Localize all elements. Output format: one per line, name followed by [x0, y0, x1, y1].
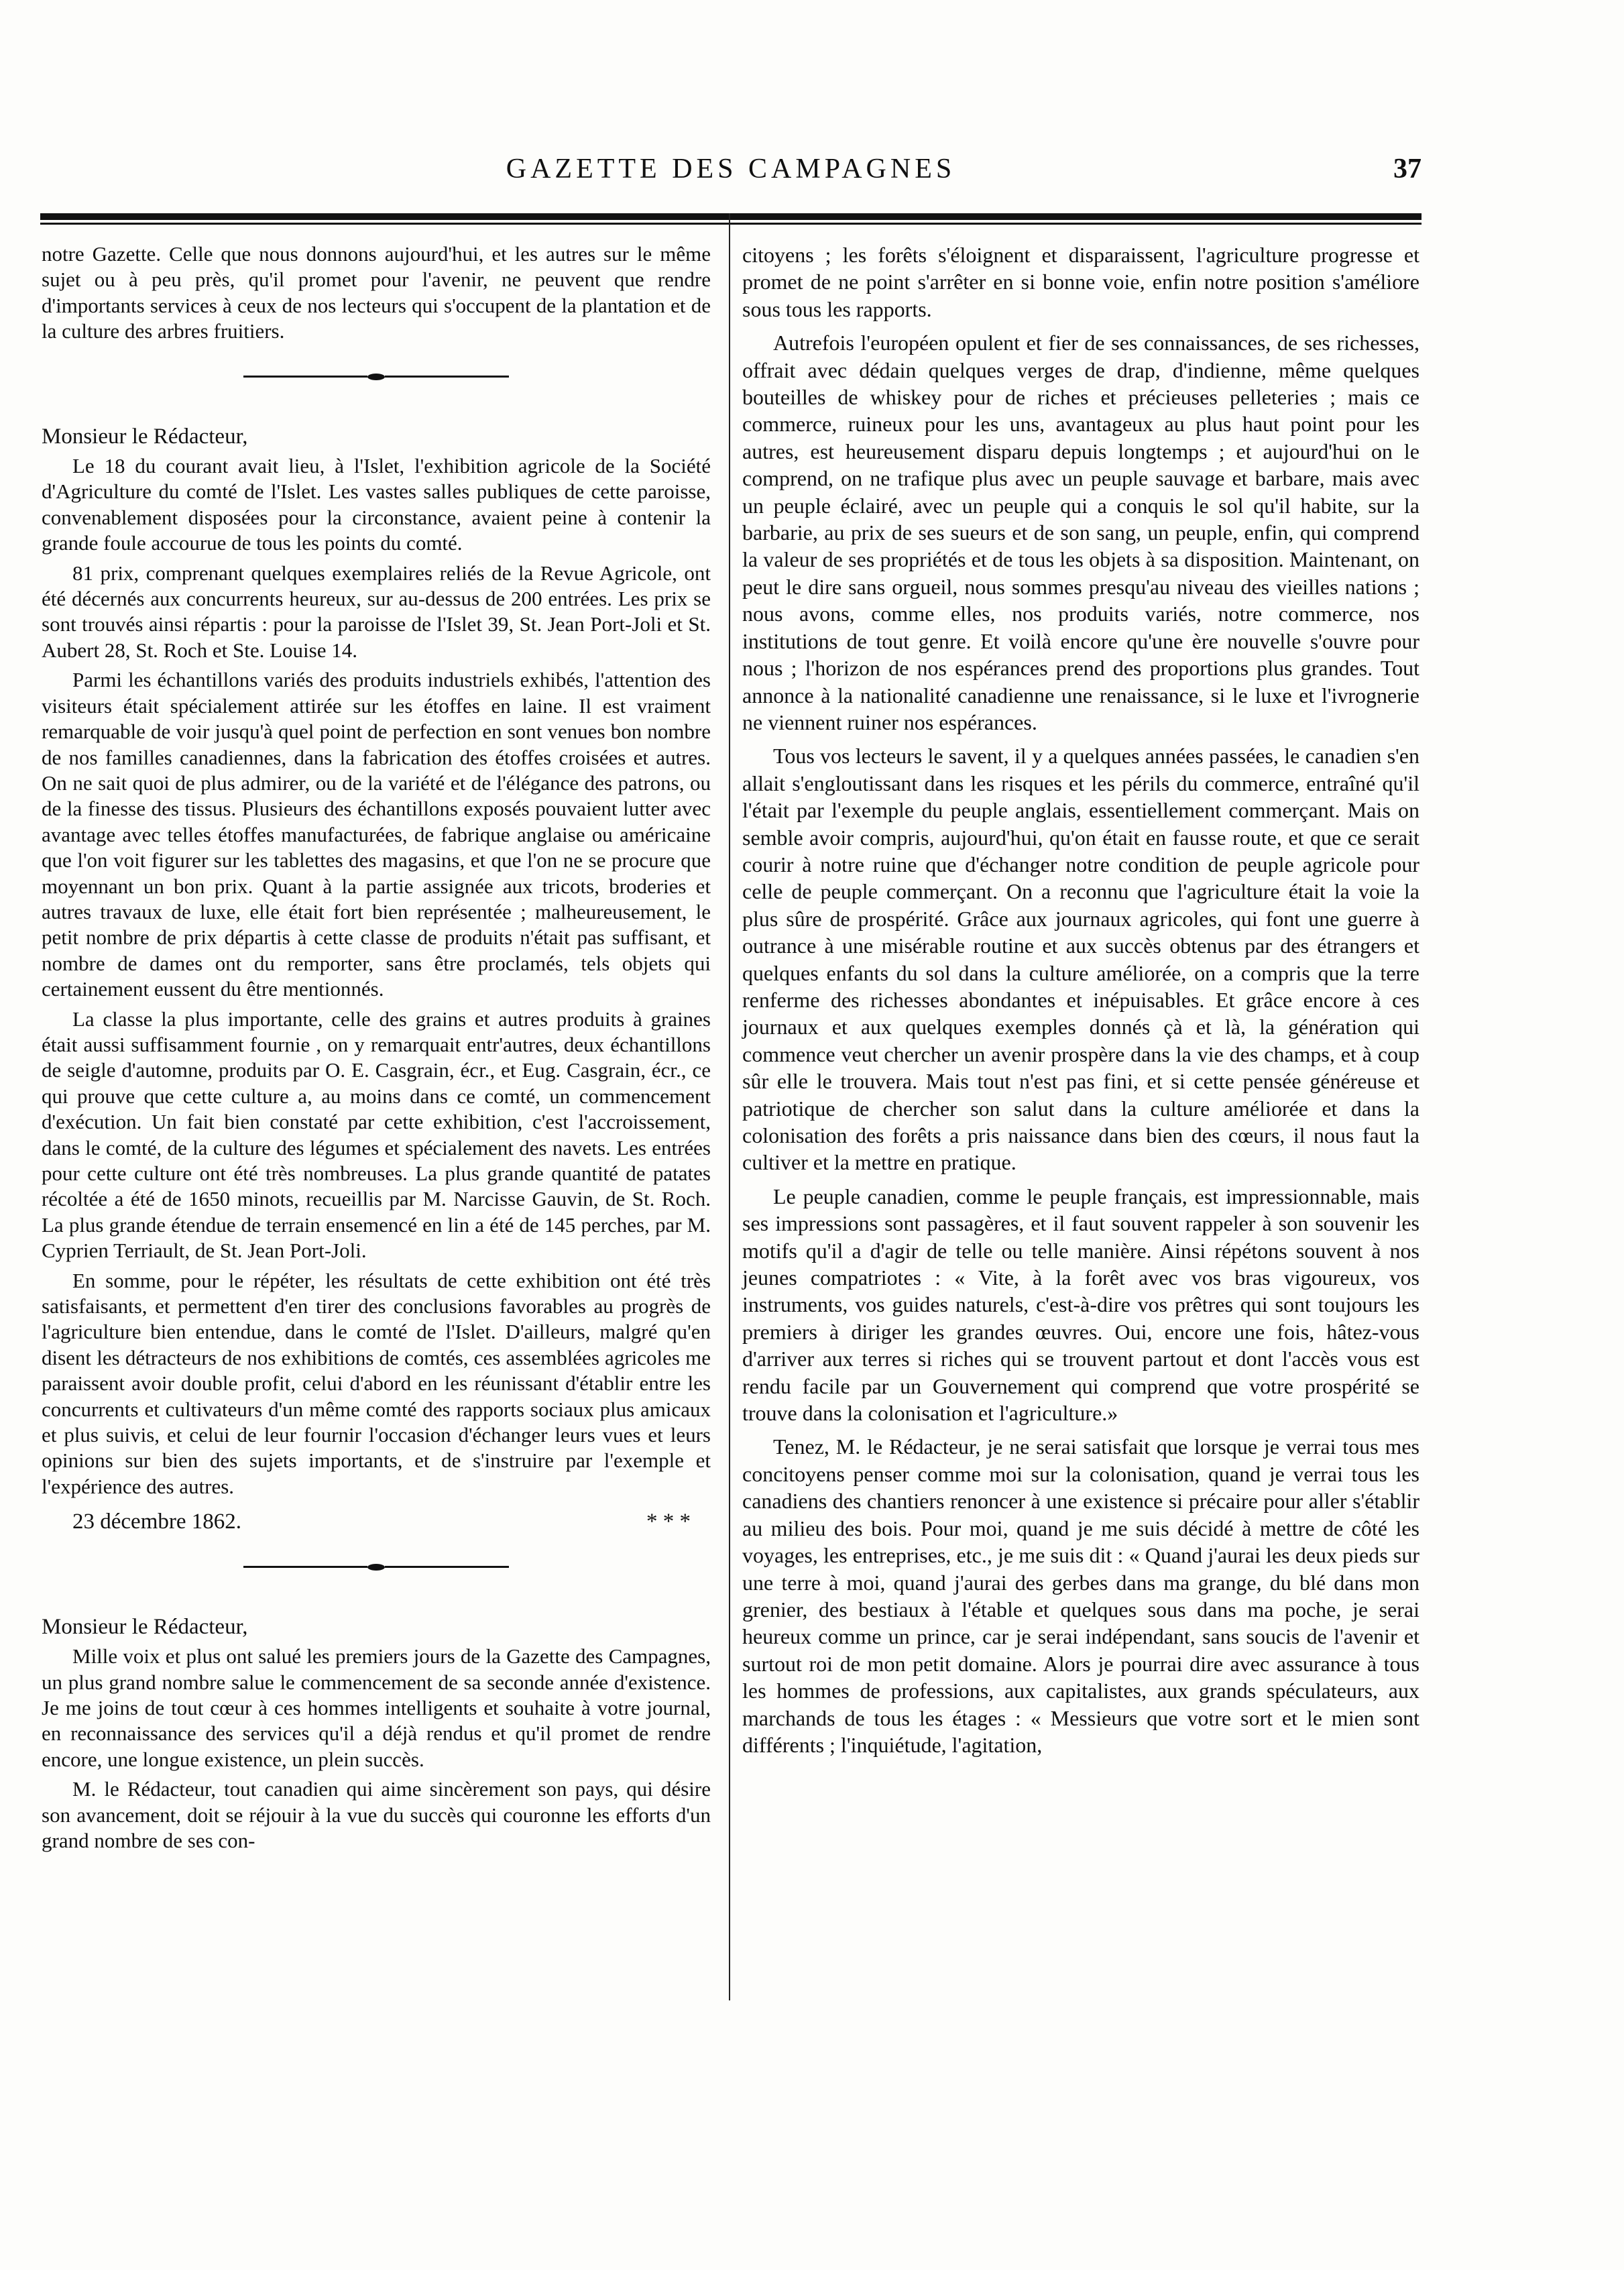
letter1-date: 23 décembre 1862.	[72, 1510, 241, 1534]
page-header	[40, 153, 1422, 193]
letter1-paragraph: En somme, pour le répéter, les résultats de cette exhibition ont été très satisfaisants, et permettent d'en tirer des conclusions favorables au progrès de l'agriculture bien entendue, dans le comté de l'Islet. D'ailleurs, malgré qu'en disent les détracteurs de nos exhibitions de comtés, ces assemblées agricoles me paraissent avoir double profit, celui d'abord en les réunissant d'établir entre les concurrents et cultivateurs d'un même comté des rapports sociaux plus amicaux et plus suivis, et celui de leur fournir l'occasion d'échanger leurs vues et leurs opinions sur bien des sujets importants, et de s'instruire par l'exemple et l'expérience des autres.	[42, 1268, 711, 1498]
right-paragraph: Le peuple canadien, comme le peuple français, est impressionnable, mais ses impressions sont passagères, et il faut souvent rappeler à son souvenir les motifs qu'il a d'agir de telle ou telle manière. Ainsi répétons souvent à nos jeunes compatriotes : « Vite, à la forêt avec vos bras vigoureux, vos instruments, vos guides naturels, c'est-à-dire vos prêtres qui sont toujours les premiers à diriger les grandes œuvres. Oui, encore une fois, hâtez-vous d'arriver aux terres si riches qui se trouvent partout et dont l'accès vous est rendu facile par un Gouvernement qui comprend que votre prospérité se trouve dans la colonisation et l'agriculture.»	[742, 1184, 1419, 1426]
letter2-paragraph: Mille voix et plus ont salué les premiers jours de la Gazette des Campagnes, un plus grand nombre salue le commencement de sa seconde année d'existence. Je me joins de tout cœur à ces hommes intelligents et souhaite à votre journal, en reconnaissance des services qu'il a déjà rendus et qu'il promet de rendre encore, une longue existence, un plein succès.	[42, 1644, 711, 1771]
right-paragraph: Tous vos lecteurs le savent, il y a quelques années passées, le canadien s'en allait s'engloutissant dans les risques et les périls du commerce, entraîné qu'il l'était par l'exemple du peuple anglais, essentiellement commerçant. Mais on semble avoir compris, aujourd'hui, qu'on était en fausse route, et que ce serait courir à notre ruine que d'échanger notre condition de peuple agricole pour celle de peuple commerçant. On a reconnu que l'agriculture était la voie la plus sûre de prospérité. Grâce aux journaux agricoles, qui font une guerre à outrance à une misérable routine et aux succès obtenus par des étrangers et quelques enfants du sol dans la culture améliorée, on a compris que la terre renferme des richesses abondantes et inépuisables. Et grâce encore à ces journaux et aux quelques exemples donnés çà et là, la génération qui commence veut chercher un avenir prospère dans la vie des champs, et à coup sûr elle le trouvera. Mais tout n'est pas fini, et si cette pensée généreuse et patriotique de chercher son salut dans la culture améliorée et dans la colonisation des forêts a pris naissance dans bien des cœurs, il nous faut la cultiver et la mettre en pratique.	[742, 744, 1419, 1175]
running-title: GAZETTE DES CAMPAGNES	[506, 154, 956, 184]
letter2-paragraph: M. le Rédacteur, tout canadien qui aime sincèrement son pays, qui désire son avancement, doit se réjouir à la vue du succès qui couronne les efforts d'un grand nombre de ses con-	[42, 1777, 711, 1852]
left-column	[42, 241, 711, 1858]
section-ornament	[42, 357, 711, 397]
letter1-signature: * * *	[646, 1510, 691, 1534]
letter1-dateline	[42, 1509, 711, 1534]
right-paragraph: citoyens ; les forêts s'éloignent et disparaissent, l'agriculture progresse et promet de ne point s'arrêter en si bonne voie, enfin notre position s'améliore sous tous les rapports.	[742, 243, 1419, 321]
header-rule-thin	[40, 223, 1422, 225]
page-number: 37	[1393, 154, 1422, 184]
column-divider	[729, 213, 730, 2000]
letter2-salutation: Monsieur le Rédacteur,	[42, 1614, 248, 1639]
intro-paragraph: notre Gazette. Celle que nous donnons aujourd'hui, et les autres sur le même sujet ou à peu près, qu'il promet pour l'avenir, ne peuvent que rendre d'importants services à ceux de nos lecteurs qui s'occupent de la plantation et de la culture des arbres fruitiers.	[42, 242, 711, 343]
header-rule-thick	[40, 213, 1422, 220]
letter1-paragraph: La classe la plus importante, celle des grains et autres produits à graines était aussi suffisamment fournie , on y remarquait entr'autres, deux échantillons de seigle d'automne, produits par O. E. Casgrain, écr., et Eug. Casgrain, écr., ce qui prouve que cette culture a, au moins dans ce comté, un commencement d'exécution. Un fait bien constaté par cette exhibition, c'est l'accroissement, dans le comté, de la culture des légumes et spécialement des navets. Les entrées pour cette culture ont été très nombreuses. La plus grande quantité de patates récoltée a été de 1650 minots, recueillis par M. Narcisse Gauvin, de St. Roch. La plus grande étendue de terrain ensemencé en lin a été de 145 perches, par M. Cyprien Terriault, de St. Jean Port-Joli.	[42, 1007, 711, 1263]
letter1-paragraph: Parmi les échantillons variés des produits industriels exhibés, l'attention des visiteurs était spécialement attirée sur les étoffes en laine. Il est vraiment remarquable de voir jusqu'à quel point de perfection en sont venues bon nombre de nos familles canadiennes, dans la fabrication des étoffes croisées et autres. On ne sait quoi de plus admirer, ou de la variété et de l'élégance des patrons, ou de la finesse des tissus. Plusieurs des échantillons exposés pouvaient lutter avec avantage avec telles étoffes manufacturées, de fabrique anglaise ou américaine que l'on voit figurer sur les tablettes des magasins, et que l'on ne se procure que moyennant un bon prix. Quant à la partie assignée aux tricots, broderies et autres travaux de luxe, elle était fort bien représentée ; malheureusement, le petit nombre de prix départis à cette classe de produits n'était pas suffisant, et nombre de dames ont du remporter, sans être proclamés, tels objets qui certainement eussent du être mentionnés.	[42, 668, 711, 1001]
letter1-salutation: Monsieur le Rédacteur,	[42, 424, 248, 449]
right-paragraph: Tenez, M. le Rédacteur, je ne serai satisfait que lorsque je verrai tous mes concitoyens penser comme moi sur la colonisation, quand je verrai tous les canadiens des chantiers renoncer à une existence si précaire pour aller s'établir au milieu des bois. Pour moi, quand je me suis décidé à mettre de côté les voyages, les entreprises, etc., je me suis dit : « Quand j'aurai les deux pieds sur une terre à moi, quand j'aurai des gerbes dans ma grange, du blé dans mon grenier, des bestiaux à l'étable et quelques sous dans ma poche, je serai heureux comme un prince, car je serai indépendant, sans soucis de l'avenir et surtout roi de mon petit domaine. Alors je pourrai dire avec assurance à tous les hommes de professions, aux capitalistes, aux grands spéculateurs, aux marchands de tous les étages : « Messieurs que votre sort et le mien sont différents ; l'inquiétude, l'agitation,	[742, 1434, 1419, 1757]
right-column	[742, 241, 1419, 1765]
letter1-paragraph: 81 prix, comprenant quelques exemplaires reliés de la Revue Agricole, ont été décernés aux concurrents heureux, sur au-dessus de 200 entrées. Les prix se sont trouvés ainsi répartis : pour la paroisse de l'Islet 39, St. Jean Port-Joli et St. Aubert 28, St. Roch et Ste. Louise 14.	[42, 561, 711, 662]
right-paragraph: Autrefois l'européen opulent et fier de ses connaissances, de ses richesses, offrait avec dédain quelques verges de drap, d'indienne, même quelques bouteilles de whiskey pour de riches et précieuses pelleteries ; mais ce commerce, ruineux pour les uns, avantageux au plus haut point pour les autres, est heureusement disparu depuis longtemps ; et aujourd'hui on le comprend, on ne trafique plus avec un peuple sauvage et barbare, mais avec un peuple éclairé, avec un peuple qui a conquis le sol qu'il habite, sur la barbarie, au prix de ses sueurs et de son sang, un peuple, enfin, qui comprend la valeur de ses propriétés et de tous les objets à sa disposition. Maintenant, on peut le dire sans orgueil, nous sommes presqu'au niveau des vieilles nations ; nous avons, comme elles, nos produits variés, notre commerce, nos institutions de tout genre. Et voilà encore qu'une ère nouvelle s'ouvre pour nous ; l'horizon de nos espérances prend des proportions plus grandes. Tout annonce à la nationalité canadienne une renaissance, si le luxe et l'ivrognerie ne viennent ruiner nos espérances.	[742, 331, 1419, 734]
section-ornament	[42, 1547, 711, 1587]
letter1-paragraph: Le 18 du courant avait lieu, à l'Islet, l'exhibition agricole de la Société d'Agriculture du comté de l'Islet. Les vastes salles publiques de cette paroisse, convenablement disposées pour la circonstance, avaient peine à contenir la grande foule accourue de tous les points du comté.	[42, 454, 711, 555]
